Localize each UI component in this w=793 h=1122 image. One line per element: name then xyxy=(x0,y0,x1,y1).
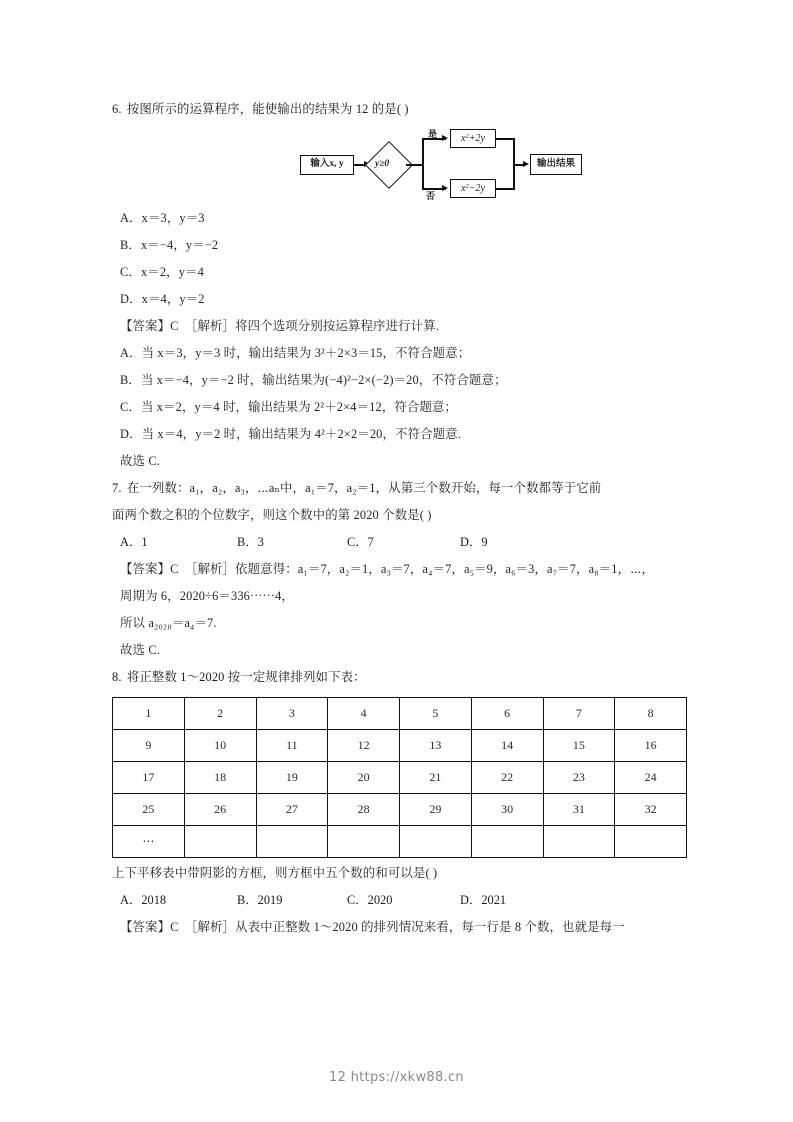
table-cell: 1 xyxy=(113,698,185,730)
question-7-explain-2: 所以 a₂₀₂₀＝a₄＝7. xyxy=(120,616,217,630)
table-cell: 3 xyxy=(256,698,328,730)
table-cell: 11 xyxy=(256,730,328,762)
table-cell: 2 xyxy=(184,698,256,730)
table-cell: 24 xyxy=(615,762,687,794)
table-row xyxy=(113,794,687,826)
flowchart-output-box: 输出结果 xyxy=(530,154,582,175)
question-8-option-c[interactable]: C．2020 xyxy=(347,893,393,907)
table-cell: 26 xyxy=(184,794,256,826)
table-row xyxy=(113,762,687,794)
question-7-stem-line2: 面两个数之积的个位数字，则这个数中的第 2020 个数是( ) xyxy=(112,508,432,522)
question-8-stem xyxy=(112,664,688,691)
question-8-sub-stem: 上下平移表中带阴影的方框，则方框中五个数的和可以是( ) xyxy=(112,866,438,880)
table-cell: 14 xyxy=(471,730,543,762)
table-cell xyxy=(328,826,400,858)
table-cell: ⋯ xyxy=(113,826,185,858)
table-cell xyxy=(400,826,472,858)
page-content xyxy=(112,96,688,941)
table-cell: 13 xyxy=(400,730,472,762)
question-6-explain-d: D．当 x＝4，y＝2 时，输出结果为 4²＋2×2＝20，不符合题意. xyxy=(120,427,462,441)
table-cell: 17 xyxy=(113,762,185,794)
question-6-option-b[interactable]: B．x＝−4，y＝−2 xyxy=(120,238,219,252)
table-cell: 25 xyxy=(113,794,185,826)
table-cell xyxy=(615,826,687,858)
flow-line-no-vertical xyxy=(422,164,424,190)
question-6-answer: 【答案】C ［解析］将四个选项分别按运算程序进行计算. xyxy=(120,319,439,333)
table-cell: 19 xyxy=(256,762,328,794)
table-cell xyxy=(256,826,328,858)
table-cell: 18 xyxy=(184,762,256,794)
table-cell xyxy=(184,826,256,858)
question-8-options xyxy=(112,887,688,914)
question-7-option-a[interactable]: A．1 xyxy=(120,535,148,549)
table-cell: 8 xyxy=(615,698,687,730)
question-7-answer: 【答案】C ［解析］依题意得：a₁＝7，a₂＝1，a₃＝7，a₄＝7，a₅＝9，a₆＝3，a₇＝7，a₈＝1，⋯， xyxy=(120,562,654,576)
question-6-option-a[interactable]: A．x＝3，y＝3 xyxy=(120,211,205,225)
table-cell: 27 xyxy=(256,794,328,826)
table-cell: 29 xyxy=(400,794,472,826)
flowchart-yes-label: 是 xyxy=(428,129,438,139)
question-8-stem-text: 将正整数 1～2020 按一定规律排列如下表： xyxy=(126,670,366,684)
no-formula-text: $x^2-2y$ xyxy=(461,182,485,194)
flow-line-no-merge xyxy=(496,188,514,190)
page-footer-watermark: 12 https://xkw88.cn xyxy=(329,1070,464,1085)
table-cell: 30 xyxy=(471,794,543,826)
question-8-option-b[interactable]: B．2019 xyxy=(237,893,283,907)
table-cell: 7 xyxy=(543,698,615,730)
table-cell: 20 xyxy=(328,762,400,794)
flowchart-no-label: 否 xyxy=(426,191,436,201)
flowchart-decision-label: y≥0 xyxy=(375,159,390,169)
question-6-option-c[interactable]: C．x＝2，y＝4 xyxy=(120,265,204,279)
question-8-option-d[interactable]: D．2021 xyxy=(460,893,507,907)
table-cell: 22 xyxy=(471,762,543,794)
flowchart-no-formula-box xyxy=(450,179,496,198)
flow-line-yes-merge xyxy=(496,138,514,140)
table-cell xyxy=(543,826,615,858)
table-row xyxy=(113,698,687,730)
table-row xyxy=(113,826,687,858)
question-6-explain-b: B．当 x＝−4，y＝−2 时，输出结果为(−4)²−2×(−2)＝20，不符合题意； xyxy=(120,373,507,387)
table-cell: 10 xyxy=(184,730,256,762)
flowchart-input-box: 输入x, y xyxy=(300,155,354,175)
flow-arrow-yes xyxy=(442,135,448,141)
table-cell: 31 xyxy=(543,794,615,826)
question-7-explain-1: 周期为 6，2020÷6＝336⋯⋯4， xyxy=(120,589,294,603)
question-7-conclusion: 故选 C. xyxy=(120,643,160,657)
table-cell: 28 xyxy=(328,794,400,826)
table-cell: 4 xyxy=(328,698,400,730)
table-cell: 9 xyxy=(113,730,185,762)
flow-arrow-no xyxy=(442,185,448,191)
table-body xyxy=(113,698,687,858)
table-cell: 15 xyxy=(543,730,615,762)
table-cell: 32 xyxy=(615,794,687,826)
question-7-option-d[interactable]: D．9 xyxy=(460,535,488,549)
question-7-stem-line1 xyxy=(112,475,688,502)
question-7-options xyxy=(112,529,688,556)
flow-line-yes-vertical xyxy=(422,138,424,165)
question-7-option-c[interactable]: C．7 xyxy=(347,535,374,549)
question-8-option-a[interactable]: A．2018 xyxy=(120,893,167,907)
question-7-option-b[interactable]: B．3 xyxy=(237,535,264,549)
number-arrangement-table xyxy=(112,697,687,858)
table-cell: 21 xyxy=(400,762,472,794)
question-7-number: 7. xyxy=(112,481,122,495)
question-6-option-d[interactable]: D．x＝4，y＝2 xyxy=(120,292,205,306)
table-row xyxy=(113,730,687,762)
table-cell xyxy=(471,826,543,858)
table-cell: 6 xyxy=(471,698,543,730)
question-6-stem xyxy=(112,96,688,123)
table-cell: 16 xyxy=(615,730,687,762)
question-8-answer: 【答案】C ［解析］从表中正整数 1～2020 的排列情况来看，每一行是 8 个数，也就是每一 xyxy=(120,920,625,934)
table-cell: 23 xyxy=(543,762,615,794)
question-7-stem-text-1: 在一列数：a₁，a₂，a₃，⋯aₙ中，a₁＝7，a₂＝1，从第三个数开始，每一个数都等于它前 xyxy=(126,481,602,495)
question-6-conclusion: 故选 C. xyxy=(120,454,160,468)
table-cell: 12 xyxy=(328,730,400,762)
question-6-number: 6. xyxy=(112,102,122,116)
flowchart-yes-formula-box xyxy=(450,129,496,148)
table-cell: 5 xyxy=(400,698,472,730)
flowchart-diagram xyxy=(112,129,688,201)
flow-arrow-output xyxy=(523,161,529,167)
yes-formula-text: $x^2+2y$ xyxy=(461,132,485,144)
question-8-number: 8. xyxy=(112,670,122,684)
question-6-explain-c: C．当 x＝2，y＝4 时，输出结果为 2²＋2×4＝12，符合题意； xyxy=(120,400,458,414)
question-6-explain-a: A．当 x＝3，y＝3 时，输出结果为 3²＋2×3＝15，不符合题意； xyxy=(120,346,471,360)
question-6-stem-text: 按图所示的运算程序，能使输出的结果为 12 的是( ) xyxy=(126,102,409,116)
